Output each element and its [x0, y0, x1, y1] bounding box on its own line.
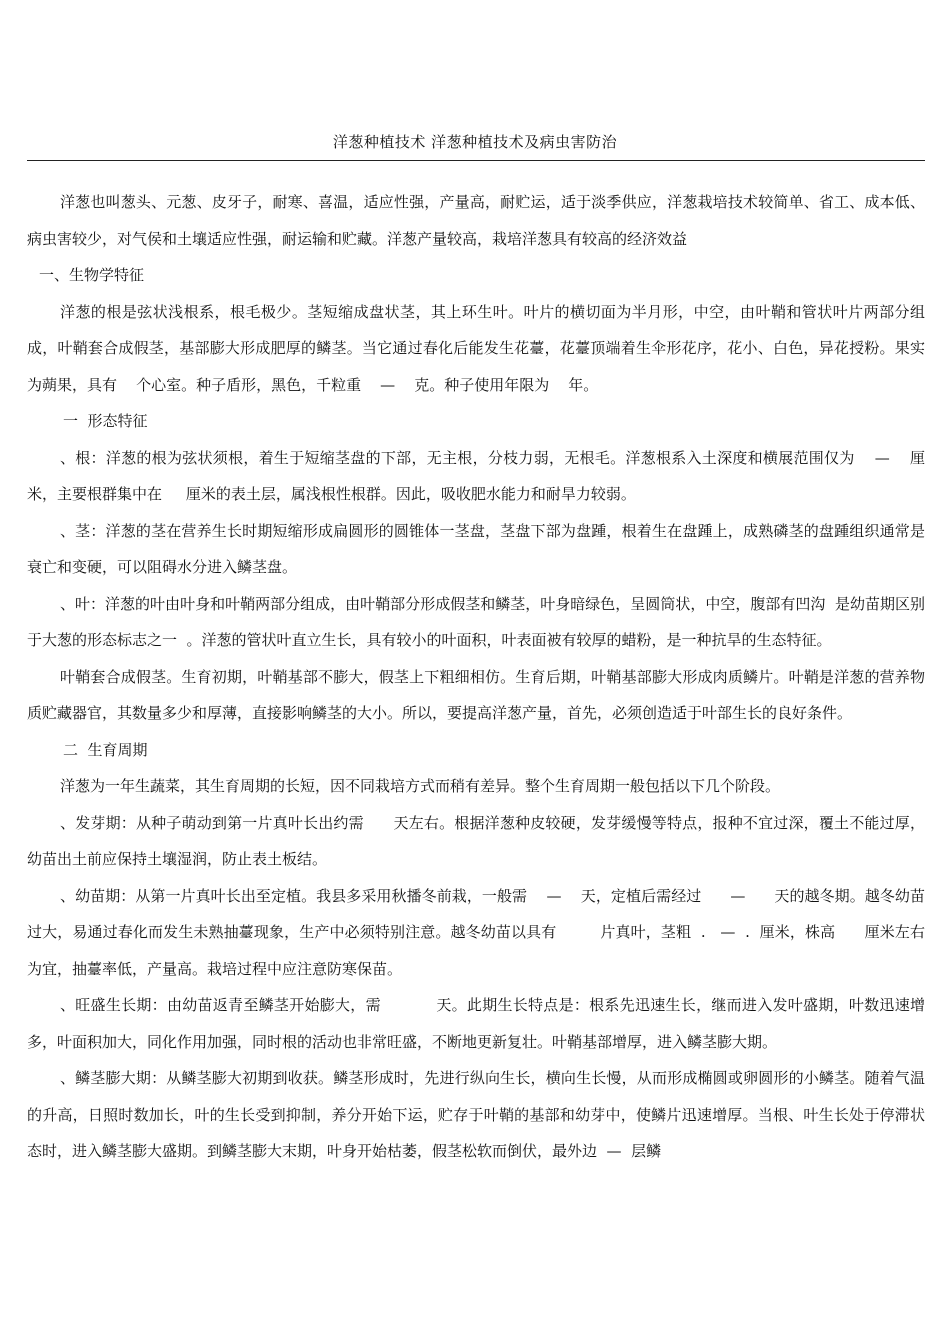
subsection-heading-growth-cycle: 二 生育周期 [63, 740, 148, 759]
header-divider [27, 160, 925, 161]
paragraph-leaf-sheath: 叶鞘套合成假茎。生育初期，叶鞘基部不膨大，假茎上下粗细相仿。生育后期，叶鞘基部膨大形成肉质鳞片。叶鞘是洋葱的营养物质贮藏器官，其数量多少和厚薄，直接影响鳞茎的大小。所以，要提高洋葱产量，首先，必须创造适于叶部生长的良好条件。 [27, 667, 925, 722]
paragraph-root: 、根：洋葱的根为弦状须根，着生于短缩茎盘的下部，无主根，分枝力弱，无根毛。洋葱根系入土深度和横展范围仅为 — 厘米，主要根群集中在 厘米的表土层，属浅根性根群。因此，吸收肥水能力和耐旱力较弱。 [27, 448, 925, 503]
paragraph-growth-cycle-intro: 洋葱为一年生蔬菜，其生育周期的长短，因不同栽培方式而稍有差异。整个生育周期一般包括以下几个阶段。 [60, 777, 781, 795]
page-title: 洋葱种植技术 洋葱种植技术及病虫害防治 [332, 133, 618, 151]
document-body [27, 184, 925, 1170]
paragraph-stem: 、茎：洋葱的茎在营养生长时期短缩形成扁圆形的圆锥体一茎盘，茎盘下部为盘踵，根着生在盘踵上，成熟磷茎的盘踵组织通常是衰亡和变硬，可以阻碍水分进入鳞茎盘。 [27, 521, 925, 576]
section-heading-biology: 一、生物学特征 [39, 266, 145, 284]
subsection-heading-morphology: 一 形态特征 [63, 412, 148, 430]
paragraph-vigorous-growth: 、旺盛生长期：由幼苗返青至鳞茎开始膨大，需 天。此期生长特点是：根系先迅速生长，继而进入发叶盛期，叶数迅速增多，叶面积加大，同化作用加强，同时根的活动也非常旺盛，不断地更新复壮。叶鞘基部增厚，进入鳞茎膨大期。 [27, 996, 925, 1051]
paragraph-germination: 、发芽期：从种子萌动到第一片真叶长出约需 天左右。根据洋葱种皮较硬，发芽缓慢等特点，报种不宜过深，覆土不能过厚，幼苗出土前应保持土壤湿润，防止表土板结。 [27, 813, 925, 868]
paragraph-seedling: 、幼苗期：从第一片真叶长出至定植。我县多采用秋播冬前栽，一般需 — 天，定植后需经过 — 天的越冬期。越冬幼苗过大，易通过春化而发生未熟抽薹现象，生产中必须特别注意。越冬幼苗以具有 片真叶，茎粗 . — . 厘米，株高 厘米左右为宜，抽薹率低，产量高。栽培过程中应注意防寒保苗。 [27, 886, 925, 978]
paragraph-bulb-expansion: 、鳞茎膨大期：从鳞茎膨大初期到收获。鳞茎形成时，先进行纵向生长，横向生长慢，从而形成椭圆或卵圆形的小鳞茎。随着气温的升高，日照时数加长，叶的生长受到抑制，养分开始下运，贮存于叶鞘的基部和幼芽中，使鳞片迅速增厚。当根、叶生长处于停滞状态时，进入鳞茎膨大盛期。到鳞茎膨大末期，叶身开始枯萎，假茎松软而倒伏，最外边 — 层鳞 [27, 1069, 925, 1160]
intro-paragraph: 洋葱也叫葱头、元葱、皮牙子，耐寒、喜温，适应性强，产量高，耐贮运，适于淡季供应，洋葱栽培技术较简单、省工、成本低、病虫害较少，对气侯和土壤适应性强，耐运输和贮藏。洋葱产量较高，栽培洋葱具有较高的经济效益 [27, 193, 925, 248]
paragraph-root-system: 洋葱的根是弦状浅根系，根毛极少。茎短缩成盘状茎，其上环生叶。叶片的横切面为半月形，中空，由叶鞘和管状叶片两部分组成，叶鞘套合成假茎，基部膨大形成肥厚的鳞茎。当它通过春化后能发生花薹，花薹顶端着生伞形花序，花小、白色，异花授粉。果实为蒴果，具有 个心室。种子盾形，黑色，千粒重 — 克。种子使用年限为 年。 [27, 302, 925, 394]
paragraph-leaf: 、叶：洋葱的叶由叶身和叶鞘两部分组成，由叶鞘部分形成假茎和鳞茎，叶身暗绿色，呈圆筒状，中空，腹部有凹沟 是幼苗期区别于大葱的形态标志之一 。洋葱的管状叶直立生长，具有较小的叶面积，叶表面被有较厚的蜡粉，是一种抗旱的生态特征。 [27, 594, 925, 649]
